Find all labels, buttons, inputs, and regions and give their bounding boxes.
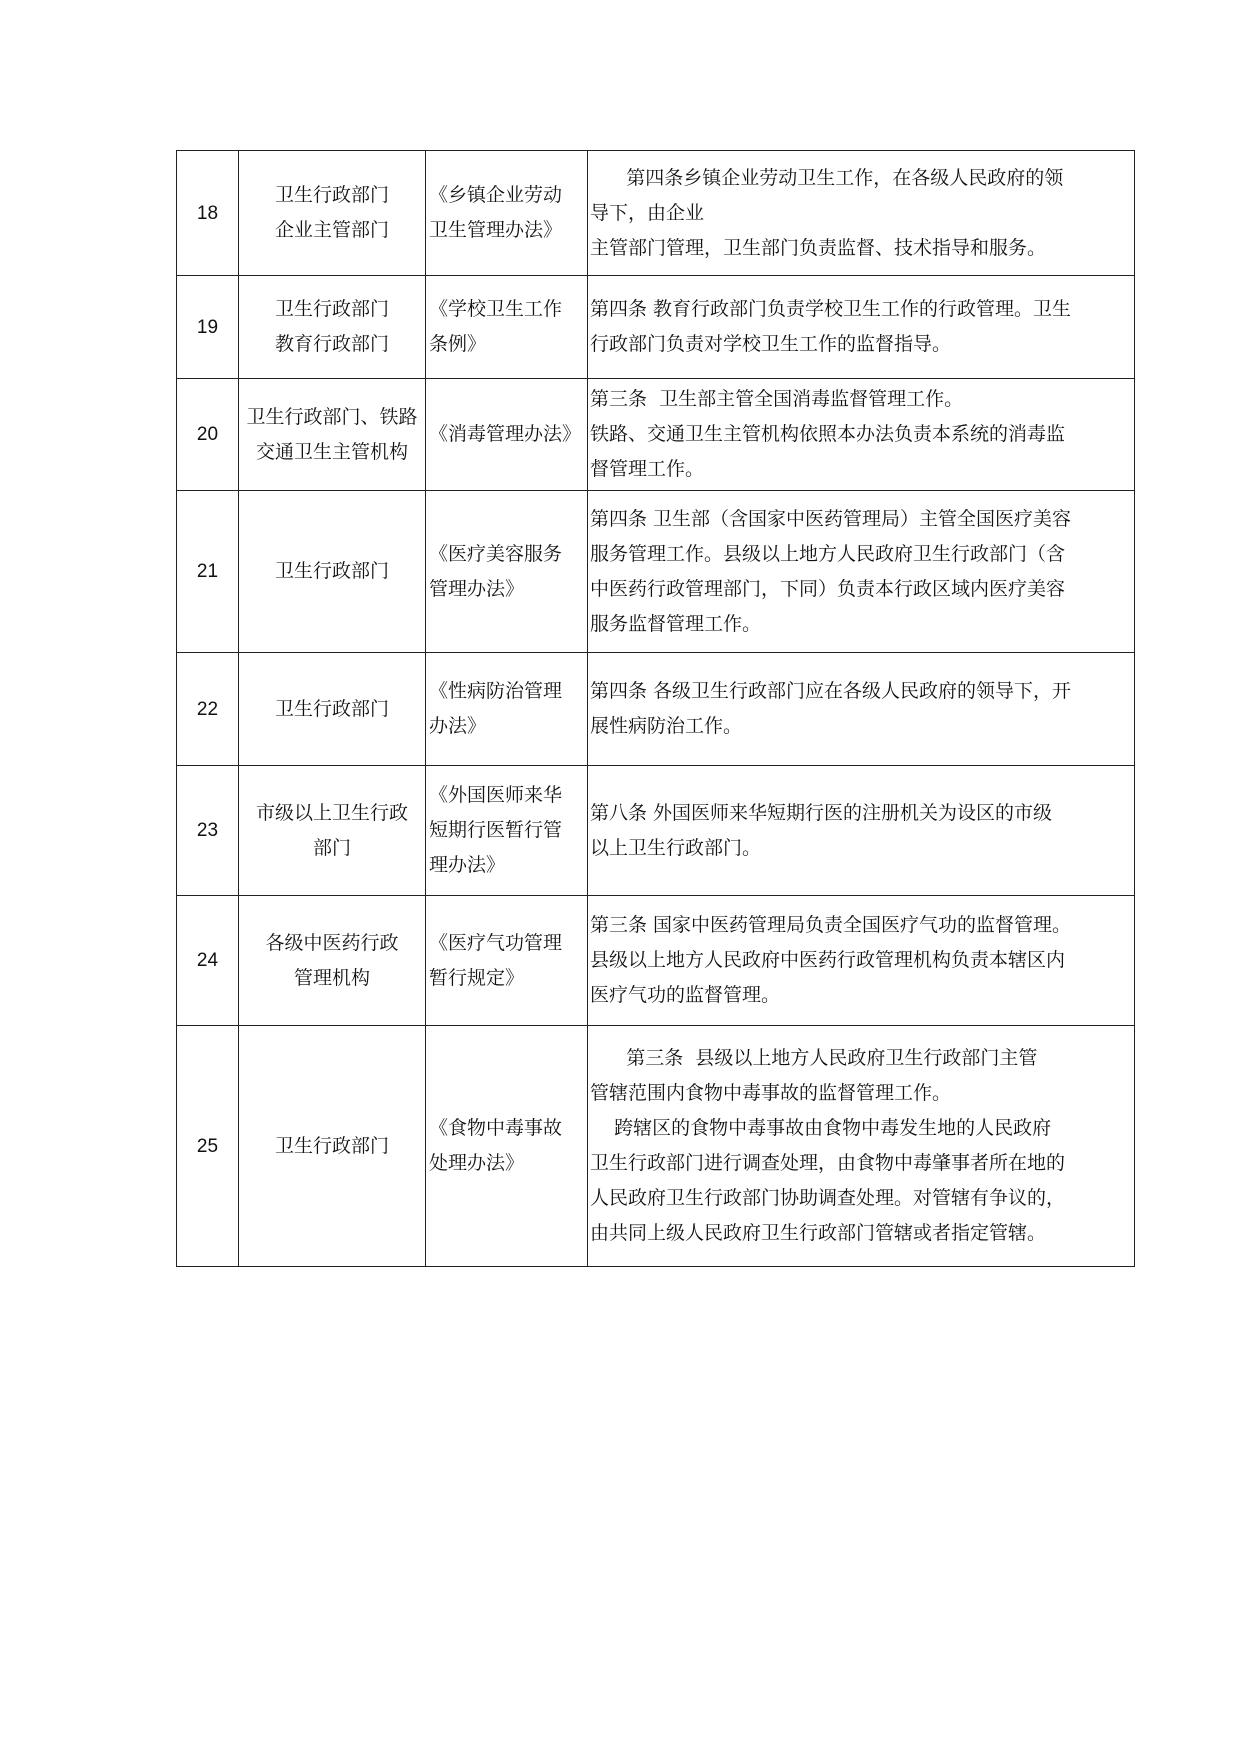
department-cell: [239, 896, 426, 1026]
department-cell: [239, 653, 426, 766]
department-line: 部门: [312, 836, 351, 859]
department-line: 交通卫生主管机构: [255, 440, 408, 463]
content-line: 第八条 外国医师来华短期行医的注册机关为设区的市级: [590, 801, 1053, 824]
row-number-cell: 23: [177, 766, 239, 896]
department-cell: [239, 491, 426, 653]
regulation-cell: [426, 896, 588, 1026]
content-line: 服务管理工作。县级以上地方人民政府卫生行政部门（含: [590, 542, 1066, 565]
content-line: 中医药行政管理部门，下同）负责本行政区域内医疗美容: [590, 577, 1066, 600]
row-number-cell: 21: [177, 491, 239, 653]
regulation-cell: [426, 1026, 588, 1267]
department-line: 卫生行政部门: [274, 1134, 389, 1157]
regulation-line: 《学校卫生工作: [429, 298, 563, 320]
regulation-line: 卫生管理办法》: [429, 219, 563, 241]
regulation-line: 条例》: [429, 333, 487, 355]
content-line: 以上卫生行政部门。: [590, 836, 762, 859]
table-row: [177, 151, 1135, 276]
regulation-line: 《医疗美容服务: [429, 542, 563, 565]
content-line: 管辖范围内食物中毒事故的监督管理工作。: [590, 1082, 952, 1104]
content-line: 第四条乡镇企业劳动卫生工作，在各级人民政府的领: [590, 166, 1064, 189]
content-cell: [588, 766, 1135, 896]
regulation-line: 办法》: [429, 715, 487, 737]
content-cell: [588, 151, 1135, 276]
regulation-cell: [426, 491, 588, 653]
content-cell: [588, 379, 1135, 491]
department-line: 管理机构: [293, 966, 370, 989]
content-line: 展性病防治工作。: [590, 715, 743, 737]
content-line: 铁路、交通卫生主管机构依照本办法负责本系统的消毒监: [590, 423, 1066, 445]
regulation-cell: [426, 276, 588, 379]
content-line: 行政部门负责对学校卫生工作的监督指导。: [590, 333, 952, 355]
department-cell: [239, 276, 426, 379]
department-line: 卫生行政部门: [274, 184, 389, 206]
regulation-line: 理办法》: [429, 854, 506, 876]
row-number-cell: 18: [177, 151, 239, 276]
regulation-cell: [426, 379, 588, 491]
regulation-line: 短期行医暂行管: [429, 819, 563, 841]
content-line: 第三条 国家中医药管理局负责全国医疗气功的监督管理。: [590, 914, 1072, 936]
department-line: 企业主管部门: [274, 219, 389, 241]
table-row: [177, 276, 1135, 379]
department-cell: [239, 151, 426, 276]
table-body: [177, 151, 1135, 1267]
regulation-cell: [426, 766, 588, 896]
regulation-table: [176, 150, 1135, 1267]
content-line: 县级以上地方人民政府中医药行政管理机构负责本辖区内: [590, 949, 1066, 971]
content-line: 服务监督管理工作。: [590, 612, 762, 635]
content-line: 导下，由企业: [590, 201, 705, 224]
row-number-cell: 22: [177, 653, 239, 766]
department-cell: [239, 379, 426, 491]
row-number-cell: 20: [177, 379, 239, 491]
regulation-line: 管理办法》: [429, 577, 525, 600]
content-cell: [588, 491, 1135, 653]
content-line: 人民政府卫生行政部门协助调查处理。对管辖有争议的，: [590, 1187, 1066, 1209]
regulation-line: 《食物中毒事故: [429, 1117, 563, 1139]
table-row: [177, 1026, 1135, 1267]
department-line: 市级以上卫生行政: [255, 801, 408, 824]
content-line: 第四条 各级卫生行政部门应在各级人民政府的领导下，开: [590, 680, 1072, 702]
department-cell: [239, 766, 426, 896]
regulation-cell: [426, 653, 588, 766]
content-cell: [588, 276, 1135, 379]
department-cell: [239, 1026, 426, 1267]
content-line: 卫生行政部门进行调查处理，由食物中毒肇事者所在地的: [590, 1152, 1066, 1174]
regulation-line: 《乡镇企业劳动: [429, 184, 563, 206]
content-cell: [588, 653, 1135, 766]
row-number-cell: 25: [177, 1026, 239, 1267]
table-row: [177, 766, 1135, 896]
department-line: 卫生行政部门、铁路: [246, 405, 418, 428]
department-line: 各级中医药行政: [265, 931, 399, 954]
department-line: 教育行政部门: [274, 333, 389, 355]
content-line: 医疗气功的监督管理。: [590, 984, 781, 1006]
content-line: 第三条 县级以上地方人民政府卫生行政部门主管: [590, 1047, 1038, 1069]
content-cell: [588, 1026, 1135, 1267]
row-number-cell: 19: [177, 276, 239, 379]
regulation-line: 《消毒管理办法》: [429, 423, 582, 445]
table-row: [177, 491, 1135, 653]
table-row: [177, 896, 1135, 1026]
content-line: 第四条 教育行政部门负责学校卫生工作的行政管理。卫生: [590, 298, 1072, 320]
content-line: 跨辖区的食物中毒事故由食物中毒发生地的人民政府: [590, 1117, 1052, 1139]
content-line: 由共同上级人民政府卫生行政部门管辖或者指定管辖。: [590, 1222, 1047, 1244]
regulation-line: 《外国医师来华: [429, 784, 563, 806]
regulation-line: 暂行规定》: [429, 966, 525, 989]
table-row: [177, 653, 1135, 766]
regulation-line: 《医疗气功管理: [429, 931, 563, 954]
regulation-cell: [426, 151, 588, 276]
content-line: 主管部门管理，卫生部门负责监督、技术指导和服务。: [590, 236, 1047, 259]
row-number-cell: 24: [177, 896, 239, 1026]
table-row: [177, 379, 1135, 491]
department-line: 卫生行政部门: [274, 298, 389, 320]
content-line: 第三条 卫生部主管全国消毒监督管理工作。: [590, 388, 964, 410]
content-cell: [588, 896, 1135, 1026]
regulation-line: 处理办法》: [429, 1152, 525, 1174]
department-line: 卫生行政部门: [274, 697, 389, 720]
regulation-line: 《性病防治管理: [429, 680, 563, 702]
content-line: 第四条 卫生部（含国家中医药管理局）主管全国医疗美容: [590, 507, 1072, 530]
content-line: 督管理工作。: [590, 458, 705, 480]
department-line: 卫生行政部门: [274, 560, 389, 582]
